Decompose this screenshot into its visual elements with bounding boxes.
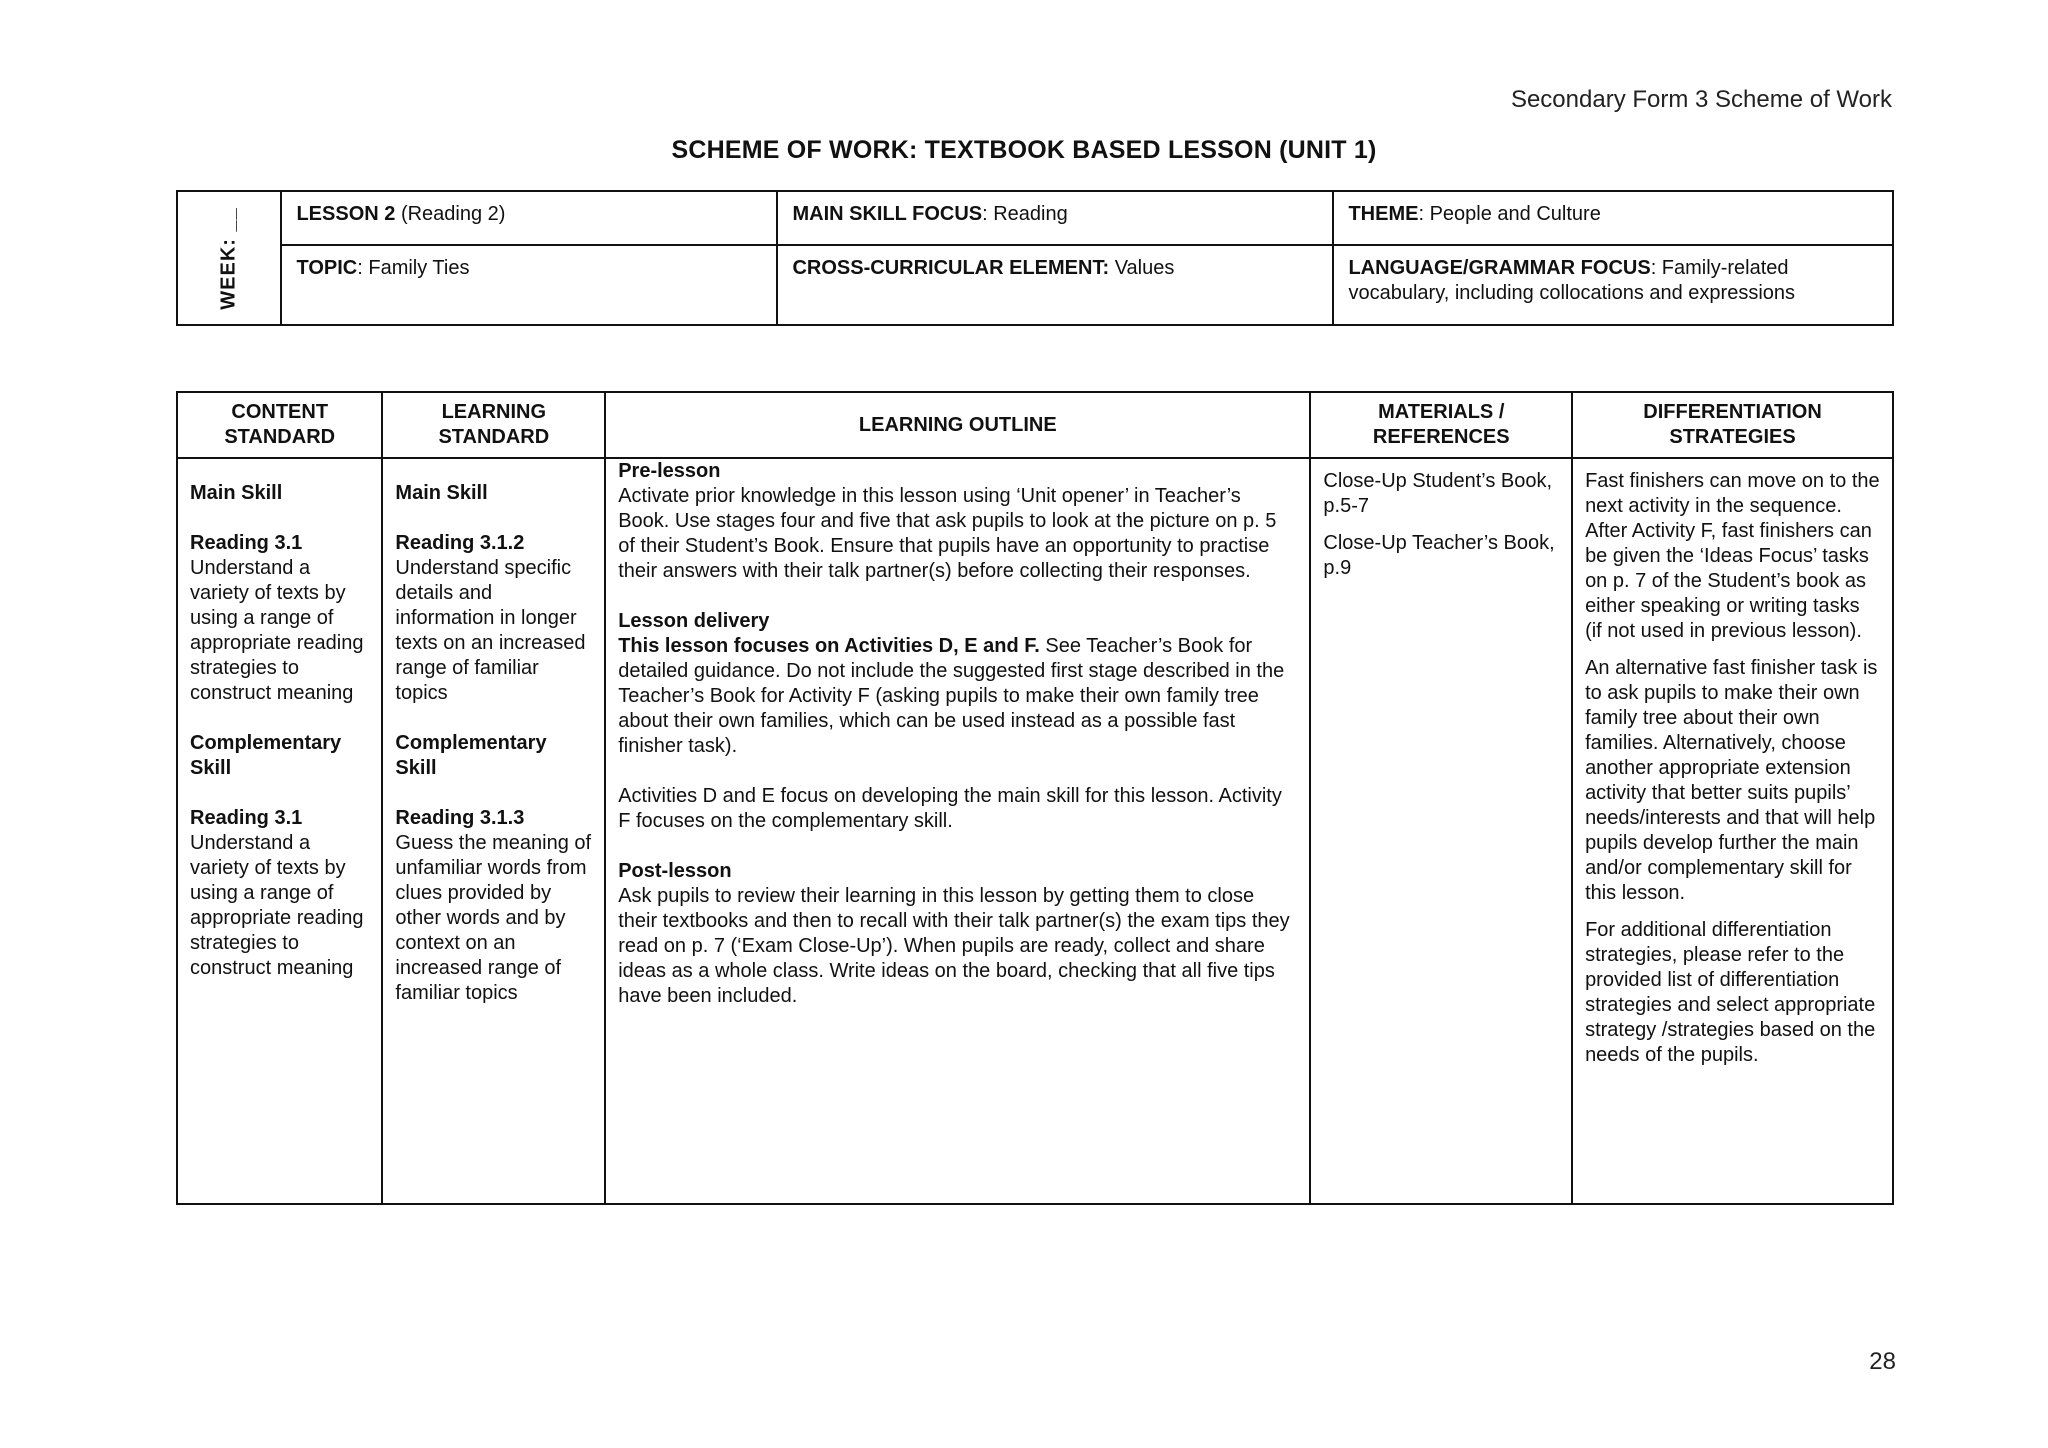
learning-main-skill-heading: Main Skill	[395, 482, 488, 504]
lesson-delivery-bold: This lesson focuses on Activities D, E and F.	[618, 635, 1040, 657]
activities-focus-text: Activities D and E focus on developing the main skill for this lesson. Activity F focuses on the complementary skill.	[618, 785, 1282, 832]
differentiation-paragraph: For additional differentiation strategies, please refer to the provided list of differentiation strategies and select appropriate strategy /strategies based on the needs of the pupils.	[1585, 919, 1876, 1066]
header-differentiation-strategies	[1572, 392, 1893, 458]
learning-outline-cell	[605, 458, 1310, 1204]
header-text: STANDARD	[224, 426, 336, 448]
pre-lesson-heading: Pre-lesson	[618, 460, 721, 482]
lesson-label: LESSON 2	[296, 203, 396, 225]
learning-standard-cell	[382, 458, 605, 1204]
week-label: WEEK: __	[217, 206, 240, 310]
content-main-skill-heading: Main Skill	[190, 482, 283, 504]
header-text: REFERENCES	[1372, 426, 1510, 448]
theme-cell	[1333, 191, 1893, 245]
theme-value: : People and Culture	[1418, 203, 1601, 225]
lesson-delivery-text: See Teacher’s Book for detailed guidance. Do not include the suggested first stage described in the Teacher’s Book for Activity F (asking pupils to make their own family tree about their own families, which can be used instead as a possible fast finisher task).	[618, 635, 1285, 757]
header-materials-references	[1310, 392, 1572, 458]
header-learning-standard	[382, 392, 605, 458]
content-standard-cell	[177, 458, 382, 1204]
lesson-plan-table	[176, 391, 1894, 1205]
content-comp-code: Reading 3.1	[190, 807, 303, 829]
lesson-delivery-paragraph	[618, 634, 1297, 759]
main-skill-focus-cell	[777, 191, 1333, 245]
content-main-text: Understand a variety of texts by using a range of appropriate reading strategies to construct meaning	[190, 557, 364, 704]
topic-value: : Family Ties	[357, 257, 470, 279]
header-text: LEARNING	[441, 401, 547, 423]
lesson-delivery-heading: Lesson delivery	[618, 610, 770, 632]
language-focus-cell	[1333, 245, 1893, 325]
theme-label: THEME	[1348, 203, 1419, 225]
post-lesson-heading: Post-lesson	[618, 860, 732, 882]
lesson-info-table	[176, 190, 1894, 326]
topic-cell	[281, 245, 777, 325]
material-item: Close-Up Teacher’s Book, p.9	[1323, 532, 1555, 579]
content-comp-text: Understand a variety of texts by using a range of appropriate reading strategies to construct meaning	[190, 832, 364, 979]
post-lesson-text: Ask pupils to review their learning in this lesson by getting them to close their textbooks and then to recall with their talk partner(s) the exam tips they read on p. 7 (‘Exam Close-Up’). When pupils are ready, collect and share ideas as a whole class. Write ideas on the board, checking that all five tips have been included.	[618, 885, 1290, 1007]
header-text: CONTENT	[231, 401, 329, 423]
document-title: SCHEME OF WORK: TEXTBOOK BASED LESSON (UNIT 1)	[671, 136, 1377, 164]
material-item: Close-Up Student’s Book, p.5-7	[1323, 470, 1553, 517]
week-cell	[177, 191, 281, 325]
learning-comp-code: Reading 3.1.3	[395, 807, 525, 829]
header-learning-outline: LEARNING OUTLINE	[605, 392, 1310, 458]
learning-main-code: Reading 3.1.2	[395, 532, 525, 554]
topic-label: TOPIC	[296, 257, 358, 279]
main-skill-focus-label: MAIN SKILL FOCUS	[792, 203, 983, 225]
lesson-cell	[281, 191, 777, 245]
page-number: 28	[1869, 1348, 1896, 1375]
lesson-value: (Reading 2)	[395, 203, 506, 225]
differentiation-cell	[1572, 458, 1893, 1204]
content-comp-skill-heading: Complementary Skill	[190, 732, 342, 779]
header-text: STRATEGIES	[1669, 426, 1796, 448]
learning-main-text: Understand specific details and information in longer texts on an increased range of familiar topics	[395, 557, 586, 704]
materials-cell	[1310, 458, 1572, 1204]
header-text: MATERIALS /	[1378, 401, 1505, 423]
learning-comp-text: Guess the meaning of unfamiliar words from clues provided by other words and by context on an increased range of familiar topics	[395, 832, 592, 1004]
language-focus-label: LANGUAGE/GRAMMAR FOCUS	[1348, 257, 1651, 279]
header-text: DIFFERENTIATION	[1643, 401, 1822, 423]
differentiation-paragraph: An alternative fast finisher task is to ask pupils to make their own family tree about their own families. Alternatively, choose another appropriate extension activity that better suits pupils’ needs/interests and that will help pupils develop further the main and/or complementary skill for this lesson.	[1585, 657, 1878, 904]
running-header: Secondary Form 3 Scheme of Work	[1510, 86, 1892, 113]
header-content-standard	[177, 392, 382, 458]
main-skill-focus-value: : Reading	[982, 203, 1068, 225]
cross-curricular-value: Values	[1109, 257, 1175, 279]
pre-lesson-text: Activate prior knowledge in this lesson using ‘Unit opener’ in Teacher’s Book. Use stages four and five that ask pupils to look at the picture on p. 5 of their Student’s Book. Ensure that pupils have an opportunity to practise their answers with their talk partner(s) before collecting their responses.	[618, 485, 1277, 582]
learning-comp-skill-heading: Complementary Skill	[395, 732, 547, 779]
content-main-code: Reading 3.1	[190, 532, 303, 554]
header-text: STANDARD	[438, 426, 550, 448]
cross-curricular-cell	[777, 245, 1333, 325]
differentiation-paragraph: Fast finishers can move on to the next activity in the sequence. After Activity F, fast finishers can be given the ‘Ideas Focus’ tasks on p. 7 of the Student’s book as either speaking or writing tasks (if not used in previous lesson).	[1585, 470, 1880, 642]
language-focus-value: : Family-related vocabulary, including collocations and expressions	[1348, 257, 1796, 304]
cross-curricular-label: CROSS-CURRICULAR ELEMENT:	[792, 257, 1110, 279]
